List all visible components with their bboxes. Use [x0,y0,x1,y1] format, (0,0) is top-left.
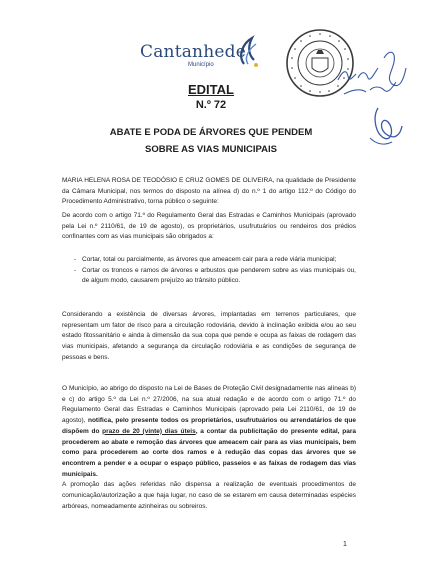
list-item: - Cortar os troncos e ramos de árvores e arbustos que penderem sobre as vias municipais ou, de algum modo, causarem prejuízo ao trânsito público. [74,266,356,287]
regulation-paragraph: De acordo com o artigo 71.º do Regulamento Geral das Estradas e Caminhos Municipais (aprovado pela Lei n.º 2110/61, de 19 de agosto), os proprietários, usufrutuários ou rendeiros dos prédios confinantes com as vias municipais são obrigados a: [62,212,356,241]
deadline-text: prazo de 20 (vinte) dias úteis [102,427,196,435]
intro-paragraph: MARIA HELENA ROSA DE TEODÓSIO E CRUZ GOMES DE OLIVEIRA, na qualidade de Presidente da Câmara Municipal, nos termos do disposto na alínea d) do n.º 1 do artigo 112.º do Código do Procedimento Administrativo, torna público o seguinte: [62,177,356,206]
page-number: 1 [343,541,347,548]
document-title: EDITAL [188,82,234,97]
subject-line-1: ABATE E PODA DE ÁRVORES QUE PENDEM [109,127,313,138]
logo-subtitle: Município [188,62,214,68]
obligations-list [74,255,356,287]
document-subject [0,124,422,158]
edital-number: N.º 72 [195,99,227,111]
list-item: - Cortar, total ou parcialmente, as árvores que ameacem cair para a rede viária municipal; [74,255,356,266]
notification-paragraph [62,384,356,512]
notification-text-a: O Município, ao abrigo do disposto na Lei de Bases de Proteção Civil designadamente nas alíneas b) e c) do artigo 5.º da Lei n.º 27/2006, na sua atual redação e de acordo com o artigo 71.º do Regulamento Geral das Estradas e Caminhos Municipais (aprovado pela Lei 2110/61, de 19 de agosto), [62,385,356,425]
notification-text-e: A promoção das ações referidas não dispensa a realização de eventuais procedimentos de comunicação/autorização a que haja lugar, no caso de se estarem em causa determinadas espécies arbóreas, nomeadamente azinheiras ou sobreiros. [62,481,356,510]
logo-swirl-icon [236,34,260,68]
subject-line-2: SOBRE AS VIAS MUNICIPAIS [145,144,277,155]
notification-text-b: notifica, pelo presente todos os proprietários, usufrutuários ou arrendatários de que dispõem do [62,417,356,435]
considerations-paragraph: Considerando a existência de diversas árvores, implantadas em terrenos particulares, que representam um fator de risco para a circulação rodoviária, devido à inclinação exibida e/ou ao seu estado fitossanitário e ainda à dimensão da sua copa que pende e ocupa as faixas de rodagem das vias municipais, afetando a segurança da circulação rodoviária e as condições de segurança de pessoas e bens. [62,311,356,361]
notification-text-d: , a contar da publicitação do presente edital, para procederem ao abate e remoção das árvores que ameacem cair para as vias municipais, bem como para procederem ao corte dos ramos e à redução das copas das árvores que se encontrem a pender e a ocupar o espaço público, passeios e as faixas de rodagem das vias municipais. [62,427,356,478]
logo-name: Cantanhede [140,42,246,62]
municipality-logo [140,30,260,76]
